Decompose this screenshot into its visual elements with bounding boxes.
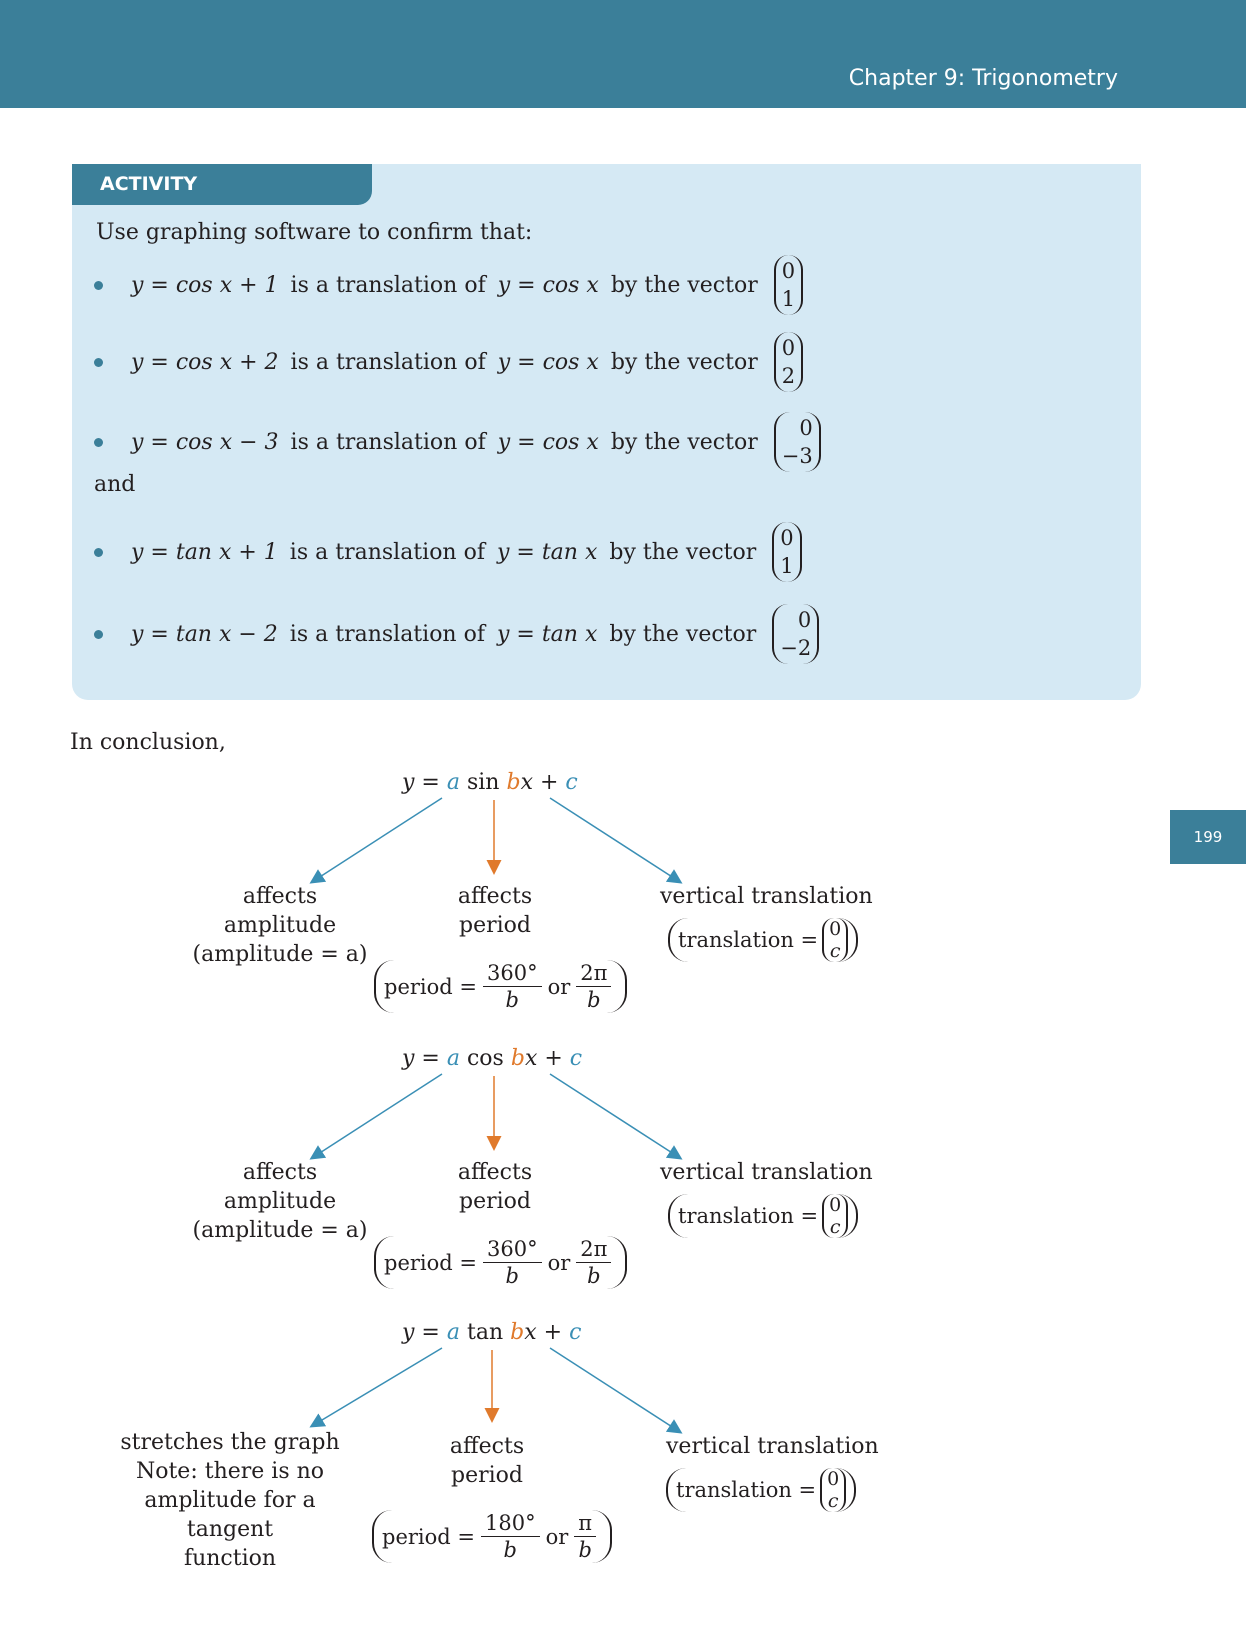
activity-intro: Use graphing software to confirm that:	[96, 220, 533, 245]
item-equation: y = tan x − 2	[131, 621, 278, 647]
general-equation	[402, 1320, 581, 1345]
vector-top: 0	[780, 526, 794, 550]
period-formula	[372, 1510, 612, 1563]
translation-vector	[774, 412, 821, 472]
item-equation: y = cos x + 2	[131, 349, 279, 375]
eq-b: b	[510, 1320, 525, 1345]
item-base: y = tan x	[496, 539, 598, 565]
fraction	[483, 960, 542, 1013]
note-line: amplitude	[223, 1189, 337, 1214]
stretch-note	[100, 1428, 360, 1573]
eq-x: x +	[520, 770, 559, 795]
translation-note	[660, 882, 880, 911]
eq-c: c	[569, 1046, 583, 1071]
period-label: period =	[384, 1250, 477, 1275]
fraction	[574, 1510, 596, 1563]
period-note	[412, 1432, 562, 1490]
vector-top: 0	[799, 416, 813, 440]
arrow-amplitude	[312, 1074, 442, 1158]
or-text: or	[547, 1250, 571, 1275]
translation-note	[660, 1158, 880, 1187]
item-phrase: is a translation of	[290, 429, 486, 455]
activity-label: ACTIVITY	[72, 164, 372, 205]
page-number: 199	[1170, 810, 1246, 864]
translation-formula	[668, 918, 858, 962]
fraction	[481, 1510, 540, 1563]
frac-den: b	[505, 988, 519, 1012]
arrow-translation	[550, 1348, 680, 1432]
diagram-tan	[0, 1320, 1246, 1620]
translation-vector	[822, 918, 848, 962]
period-formula	[374, 960, 627, 1013]
note-line: period	[459, 1189, 531, 1214]
item-phrase-vector: by the vector	[610, 429, 758, 455]
bullet-dot	[94, 548, 103, 557]
general-equation	[402, 770, 578, 795]
conclusion-text: In conclusion,	[70, 730, 226, 755]
translation-label: translation =	[676, 1478, 817, 1502]
fraction	[483, 1236, 542, 1289]
eq-a: a	[446, 1320, 460, 1345]
period-paren	[374, 1236, 627, 1289]
activity-item	[94, 255, 803, 315]
frac-den: b	[578, 1538, 592, 1562]
note-line: Note: there is no	[135, 1459, 325, 1484]
item-base: y = tan x	[496, 621, 598, 647]
or-text: or	[547, 974, 571, 999]
period-paren	[372, 1510, 612, 1563]
note-line: (amplitude = a)	[192, 1218, 368, 1243]
frac-den: b	[505, 1264, 519, 1288]
item-equation: y = cos x + 1	[131, 272, 279, 298]
chapter-title: Chapter 9: Trigonometry	[848, 66, 1118, 91]
note-line: (amplitude = a)	[192, 942, 368, 967]
item-base: y = cos x	[497, 349, 599, 375]
period-label: period =	[384, 974, 477, 999]
note-line: affects	[242, 884, 318, 909]
item-equation: y = cos x − 3	[131, 429, 279, 455]
arrow-amplitude	[312, 1348, 442, 1426]
general-equation	[402, 1046, 582, 1071]
eq-b: b	[510, 1046, 525, 1071]
translation-formula	[668, 1194, 858, 1238]
item-phrase-vector: by the vector	[610, 349, 758, 375]
note-line: affects	[457, 1160, 533, 1185]
item-base: y = cos x	[497, 429, 599, 455]
eq-c: c	[569, 1320, 582, 1345]
item-phrase-vector: by the vector	[609, 621, 757, 647]
eq-func: tan	[466, 1320, 504, 1345]
translation-vector	[772, 604, 819, 664]
vector-top: 0	[797, 608, 812, 632]
note-line: stretches the graph	[120, 1430, 340, 1455]
diagram-sin	[0, 770, 1246, 1046]
item-phrase-vector: by the vector	[610, 272, 758, 298]
vector-bottom: −2	[780, 636, 812, 660]
item-phrase: is a translation of	[289, 539, 485, 565]
note-line: amplitude	[223, 913, 337, 938]
note-line: vertical translation	[660, 884, 873, 909]
eq-func: sin	[466, 770, 500, 795]
period-note	[420, 1158, 570, 1216]
frac-num: 360°	[483, 960, 542, 987]
frac-num: π	[574, 1510, 596, 1537]
translation-formula	[666, 1468, 856, 1512]
frac-den: b	[587, 988, 601, 1012]
vector-bottom: c	[827, 1490, 839, 1512]
note-line: amplitude for a tangent	[144, 1488, 316, 1542]
frac-num: 2π	[576, 1236, 611, 1263]
item-phrase: is a translation of	[290, 349, 486, 375]
bullet-dot	[94, 281, 103, 290]
note-line: period	[451, 1463, 523, 1488]
item-equation: y = tan x + 1	[131, 539, 278, 565]
eq-c: c	[565, 770, 578, 795]
note-line: affects	[242, 1160, 318, 1185]
vector-bottom: 1	[780, 554, 794, 578]
vector-top: 0	[827, 1468, 840, 1490]
item-phrase: is a translation of	[289, 621, 485, 647]
translation-label: translation =	[678, 1204, 819, 1228]
note-line: affects	[457, 884, 533, 909]
period-formula	[374, 1236, 627, 1289]
translation-vector	[774, 255, 803, 315]
translation-paren	[668, 1194, 858, 1238]
diagram-cos	[0, 1046, 1246, 1322]
eq-prefix: y =	[402, 1046, 440, 1071]
arrow-translation	[550, 1074, 680, 1158]
frac-num: 360°	[483, 1236, 542, 1263]
bullet-dot	[94, 630, 103, 639]
fraction	[576, 1236, 611, 1289]
vector-bottom: c	[829, 940, 841, 962]
frac-num: 180°	[481, 1510, 540, 1537]
translation-vector	[822, 1194, 848, 1238]
activity-item	[94, 412, 821, 472]
amplitude-note	[190, 1158, 370, 1245]
eq-a: a	[446, 1046, 460, 1071]
note-line: vertical translation	[660, 1160, 873, 1185]
or-text: or	[545, 1524, 569, 1549]
fraction	[576, 960, 611, 1013]
activity-item	[94, 604, 819, 664]
vector-bottom: 2	[781, 364, 796, 388]
note-line: function	[183, 1546, 277, 1571]
period-note	[420, 882, 570, 940]
bullet-dot	[94, 358, 103, 367]
period-label: period =	[382, 1524, 475, 1549]
chapter-header	[0, 0, 1246, 108]
note-line: period	[459, 913, 531, 938]
vector-top: 0	[781, 336, 796, 360]
translation-label: translation =	[678, 928, 819, 952]
eq-a: a	[446, 770, 460, 795]
amplitude-note	[190, 882, 370, 969]
item-phrase: is a translation of	[290, 272, 486, 298]
vector-top: 0	[829, 1194, 842, 1216]
translation-paren	[666, 1468, 856, 1512]
eq-func: cos	[466, 1046, 504, 1071]
vector-bottom: 1	[781, 287, 796, 311]
translation-note	[666, 1432, 886, 1461]
vector-top: 0	[781, 259, 796, 283]
bullet-dot	[94, 438, 103, 447]
eq-b: b	[506, 770, 521, 795]
frac-den: b	[587, 1264, 601, 1288]
vector-bottom: c	[829, 1216, 841, 1238]
arrow-amplitude	[312, 798, 442, 882]
vector-top: 0	[829, 918, 842, 940]
item-phrase-vector: by the vector	[609, 539, 757, 565]
translation-vector	[820, 1468, 846, 1512]
eq-x: x +	[524, 1046, 563, 1071]
translation-paren	[668, 918, 858, 962]
arrow-translation	[550, 798, 680, 882]
frac-num: 2π	[576, 960, 611, 987]
translation-vector	[772, 522, 801, 582]
vector-bottom: −3	[781, 444, 813, 468]
frac-den: b	[503, 1538, 517, 1562]
eq-x: x +	[524, 1320, 563, 1345]
eq-prefix: y =	[402, 1320, 440, 1345]
translation-vector	[774, 332, 803, 392]
activity-item	[94, 522, 802, 582]
item-base: y = cos x	[497, 272, 599, 298]
activity-connector: and	[94, 472, 136, 497]
activity-item	[94, 332, 803, 392]
eq-prefix: y =	[402, 770, 440, 795]
period-paren	[374, 960, 627, 1013]
note-line: affects	[449, 1434, 525, 1459]
note-line: vertical translation	[666, 1434, 879, 1459]
